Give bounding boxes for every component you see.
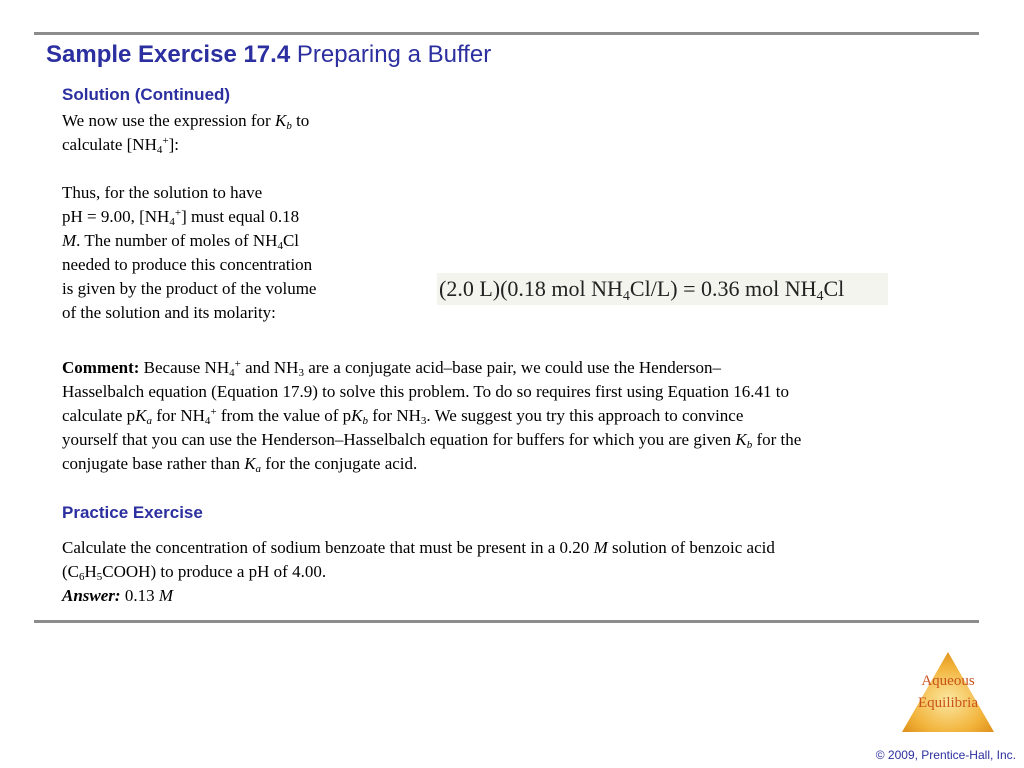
text: solution of benzoic acid (607, 538, 775, 557)
top-divider (34, 32, 979, 35)
subscript: 4 (229, 367, 235, 379)
kb-subscript: b (746, 439, 753, 451)
kb-symbol: K (351, 406, 363, 425)
ka-symbol: K (135, 406, 147, 425)
kb-symbol: K (274, 111, 287, 130)
text: . The number of moles of NH (76, 231, 278, 250)
subscript: 4 (156, 144, 163, 156)
comment-label: Comment: (62, 358, 140, 377)
text: and NH (240, 358, 299, 377)
equation-subscript: 4 (816, 289, 824, 304)
text: Because NH (139, 358, 230, 377)
kb-subscript: b (362, 415, 368, 427)
solution-paragraph-1 (62, 109, 309, 157)
text: are a conjugate acid–base pair, we could use the Henderson– (303, 358, 722, 377)
text: We now use the expression for (62, 111, 275, 130)
text: for NH (368, 406, 421, 425)
text: Hasselbalch equation (Equation 17.9) to solve this problem. To do so requires first using Equation 16.41 to (62, 382, 790, 401)
answer-value: 0.13 (120, 586, 159, 605)
text: Calculate the concentration of sodium benzoate that must be present in a 0.20 (62, 538, 594, 557)
slide-title (46, 41, 491, 69)
molarity-symbol: M (62, 231, 77, 250)
text: COOH) to produce a pH of 4.00. (102, 562, 327, 581)
equation-subscript: 4 (622, 289, 630, 304)
logo-text-equilibria: Equilibria (918, 695, 978, 711)
text: Thus, for the solution to have (62, 183, 263, 202)
subscript: 4 (204, 415, 211, 427)
text: conjugate base rather than (62, 454, 245, 473)
text: (C (62, 562, 79, 581)
copyright-notice: © 2009, Prentice-Hall, Inc. (875, 748, 1016, 762)
superscript: + (162, 135, 169, 147)
text: . We suggest you try this approach to convince (426, 406, 744, 425)
answer-label: Answer: (62, 586, 121, 605)
kb-subscript: b (286, 120, 292, 132)
text: H (84, 562, 97, 581)
text: for the conjugate acid. (261, 454, 418, 473)
practice-heading: Practice Exercise (62, 503, 203, 522)
subscript: 3 (420, 415, 427, 427)
subscript: 5 (96, 571, 103, 583)
text: to (291, 111, 310, 130)
ka-subscript: a (255, 463, 262, 475)
text: for the (752, 430, 802, 449)
ka-symbol: K (244, 454, 256, 473)
text: Cl (282, 231, 300, 250)
molarity-symbol: M (593, 538, 608, 557)
superscript: + (234, 358, 241, 370)
kb-symbol: K (735, 430, 747, 449)
subscript: 4 (169, 216, 175, 228)
text: ] must equal 0.18 (181, 207, 300, 226)
subscript: 3 (298, 367, 304, 379)
bottom-divider (34, 620, 979, 623)
title-exercise-number: Sample Exercise 17.4 (46, 41, 291, 68)
equation-text: Cl/L) = 0.36 mol NH (629, 276, 817, 301)
text: from the value of p (216, 406, 352, 425)
title-topic: Preparing a Buffer (296, 41, 492, 68)
text: calculate p (62, 406, 136, 425)
text: calculate [NH (62, 135, 157, 154)
answer-unit: M (158, 586, 173, 605)
equation-text: Cl (823, 276, 845, 301)
practice-paragraph (62, 536, 775, 608)
ka-subscript: a (146, 415, 152, 427)
text: for NH (152, 406, 205, 425)
superscript: + (210, 406, 217, 418)
solution-paragraph-2 (62, 181, 316, 325)
pyramid-logo-icon (900, 650, 996, 734)
text: yourself that you can use the Henderson–Hasselbalch equation for buffers for which you are given (62, 430, 736, 449)
equation-text: (2.0 L)(0.18 mol NH (439, 276, 623, 301)
text: is given by the product of the volume (62, 279, 317, 298)
text: pH = 9.00, [NH (62, 207, 170, 226)
subscript: 4 (277, 240, 283, 252)
logo-text-aqueous: Aqueous (921, 673, 975, 689)
moles-equation (437, 273, 888, 305)
text: needed to produce this concentration (62, 255, 313, 274)
text: ]: (168, 135, 179, 154)
superscript: + (174, 207, 182, 219)
solution-heading: Solution (Continued) (62, 85, 231, 104)
comment-paragraph (62, 356, 801, 476)
subscript: 6 (79, 571, 85, 583)
text: of the solution and its molarity: (62, 303, 276, 322)
